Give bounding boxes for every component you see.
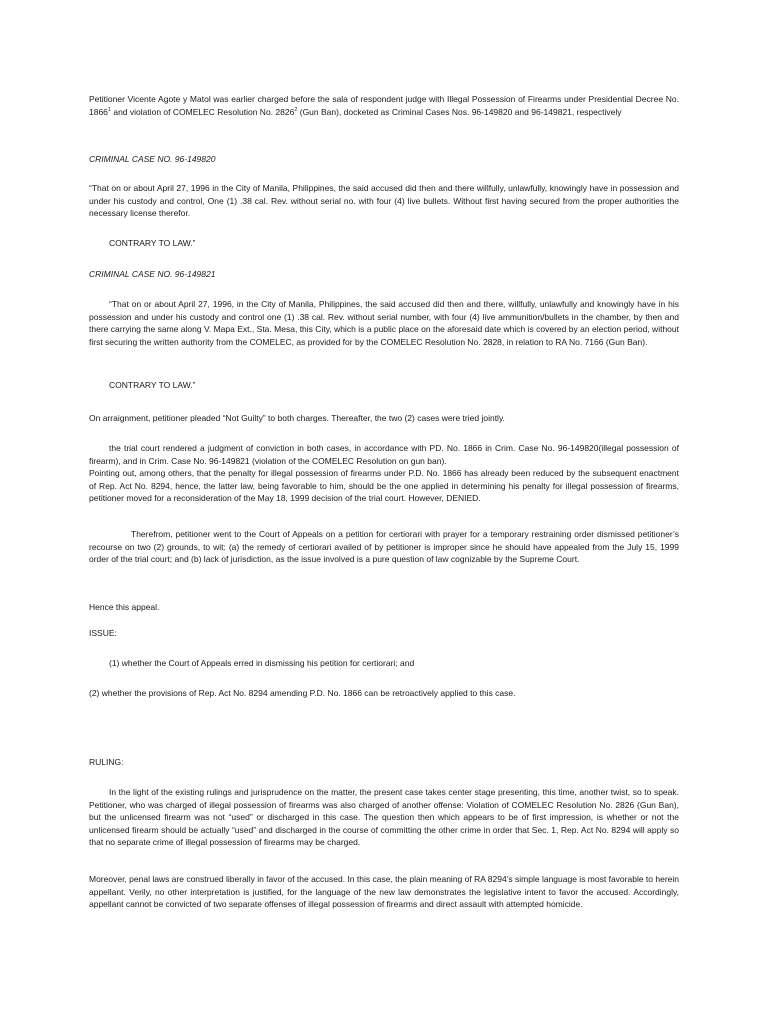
ruling-paragraph-1: In the light of the existing rulings and jurisprudence on the matter, the present case takes center stage presenting, this time, another twist, so to speak. Petitioner, who was charged of illegal possession of firearms was also charged of another offense: Violation of COMELEC Resolution No. 2826 (Gun Ban), but the unlicensed firearm was not “used” or discharged in this case. The question then which appears to be of first impression, is whether or not the unlicensed firearm should be actually “used” and discharged in the course of committing the other crime in order that Sec. 1, Rep. Act No. 8294 will apply so that no separate crime of illegal possession of firearms may be charged. <box>89 787 679 848</box>
case-1-text: “That on or about April 27, 1996 in the City of Manila, Philippines, the said accused did then and there willfully, unlawfully, knowingly have in possession and under his custody and control, One (1) .38 cal. Rev. without serial no. with four (4) live bullets. Without first having secured from the proper authorities the necessary license therefor. <box>89 183 679 219</box>
intro-text-1: Petitioner Vicente Agote y Matol was earlier charged before the sala of respondent judge with Illegal Possession of Firearms under Presidential Decree No. 1866 <box>89 94 679 117</box>
case-2-text: “That on or about April 27, 1996, in the City of Manila, Philippines, the said accused did then and there, willfully, unlawfully and knowingly have in his possession and under his custody and control one (1) .38 cal. Rev. without serial number, with four (4) live ammunition/bullets in the chamber, by then and there carrying the same along V. Mapa Ext., Sta. Mesa, this City, which is a public place on the aforesaid date which is covered by an election period, without first securing the written authority from the COMELEC, as provided for by the COMELEC Resolution No. 2828, in relation to RA No. 7166 (Gun Ban). <box>89 299 679 347</box>
case-heading-2: CRIMINAL CASE NO. 96-149821 <box>89 269 216 279</box>
intro-paragraph <box>89 93 679 118</box>
issue-heading: ISSUE: <box>89 628 117 638</box>
intro-text-2: and violation of COMELEC Resolution No. 2826 <box>110 106 295 117</box>
case-1-contrary: CONTRARY TO LAW.” <box>109 238 196 248</box>
issue-item-2: (2) whether the provisions of Rep. Act No. 8294 amending P.D. No. 1866 can be retroactively applied to this case. <box>89 688 516 698</box>
judgment-paragraph: the trial court rendered a judgment of conviction in both cases, in accordance with PD. No. 1866 in Crim. Case No. 96-149820(illegal possession of firearm), and in Crim. Case No. 96-149821 (violation of the COMELEC Resolution on gun ban). <box>89 443 679 466</box>
footnote-ref-2[interactable]: 2 <box>294 106 298 113</box>
intro-text-3: (Gun Ban), docketed as Criminal Cases Nos. 96-149820 and 96-149821, respectively <box>297 106 622 117</box>
case-2-contrary: CONTRARY TO LAW.” <box>109 380 196 390</box>
therefrom-paragraph: Therefrom, petitioner went to the Court of Appeals on a petition for certiorari with prayer for a temporary restraining order dismissed petitioner’s recourse on two (2) grounds, to wit: (a) the remedy of certiorari availed of by petitioner is improper since he should have appealed from the July 15, 1999 order of the trial court; and (b) lack of jurisdiction, as the issue involved is a pure question of law cognizable by the Supreme Court. <box>89 529 679 565</box>
pointing-paragraph: Pointing out, among others, that the penalty for illegal possession of firearms under P.D. No. 1866 has already been reduced by the subsequent enactment of Rep. Act No. 8294, hence, the latter law, being favorable to him, should be the one applied in determining his penalty for illegal possession of firearms, petitioner moved for a reconsideration of the May 18, 1999 decision of the trial court. However, DENIED. <box>89 468 679 504</box>
footnote-ref-1[interactable]: 1 <box>107 106 111 113</box>
case-heading-1: CRIMINAL CASE NO. 96-149820 <box>89 154 216 164</box>
hence-paragraph: Hence this appeal. <box>89 602 160 612</box>
ruling-heading: RULING: <box>89 757 124 767</box>
issue-item-1: (1) whether the Court of Appeals erred in dismissing his petition for certiorari; and <box>109 658 415 668</box>
arraignment-paragraph: On arraignment, petitioner pleaded “Not Guilty” to both charges. Thereafter, the two (2) cases were tried jointly. <box>89 413 505 423</box>
ruling-paragraph-2: Moreover, penal laws are construed liberally in favor of the accused. In this case, the plain meaning of RA 8294’s simple language is most favorable to herein appellant. Verily, no other interpretation is justified, for the language of the new law demonstrates the legislative intent to favor the accused. Accordingly, appellant cannot be convicted of two separate offenses of illegal possession of firearms and direct assault with attempted homicide. <box>89 874 679 910</box>
